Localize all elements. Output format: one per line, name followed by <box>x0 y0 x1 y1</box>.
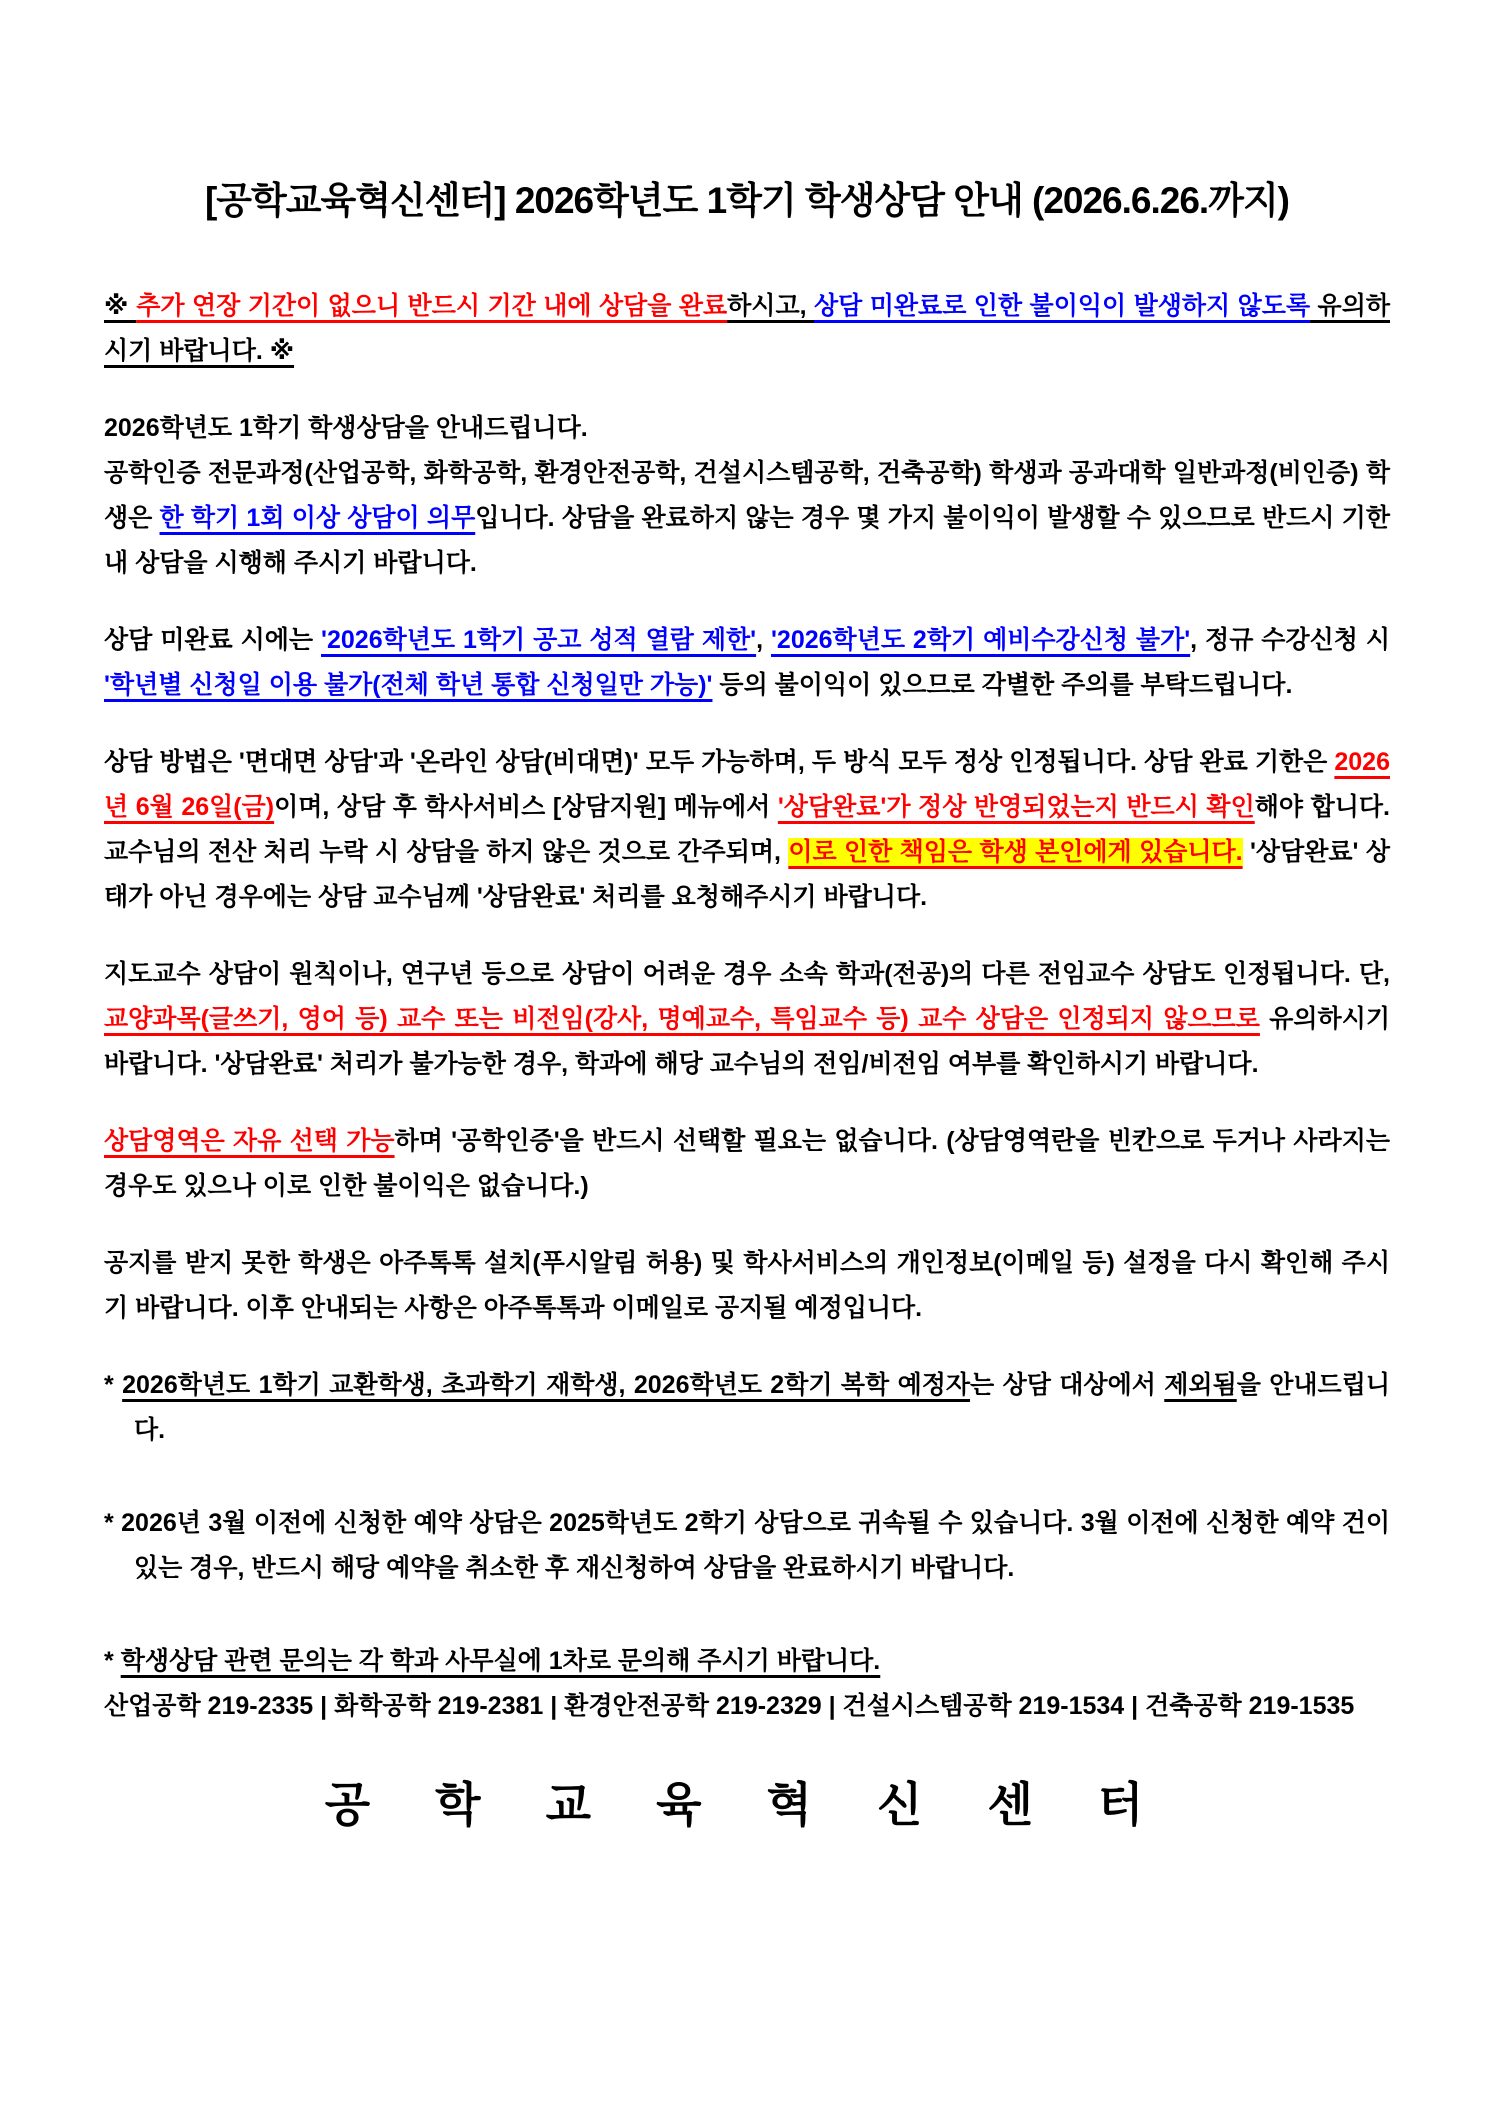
text-run: 이로 인한 책임은 학생 본인에게 있습니다. <box>788 838 1243 866</box>
paragraph-top-notice <box>104 284 1390 374</box>
text-run: * 2026년 3월 이전에 신청한 예약 상담은 2025학년도 2학기 상담으로 귀속될 수 있습니다. 3월 이전에 신청한 예약 건이 있는 경우, 반드시 해당 예약을 취소한 후 재신청하여 상담을 완료하시기 바랍니다. <box>104 1509 1390 1582</box>
text-run: 는 상담 대상에서 <box>970 1371 1165 1399</box>
text-run: 하시고, <box>727 292 814 320</box>
text-run: , 정규 수강신청 시 <box>1190 626 1390 654</box>
text-run: 해야 합니다. 교수님의 전산 처리 누락 시 상담을 하지 않은 것으로 간주되며, <box>104 793 1390 866</box>
text-run: 2026년 6월 26일(금) <box>104 748 1390 821</box>
text-run: 학생상담 관련 문의는 각 학과 사무실에 1차로 문의해 주시기 바랍니다. <box>120 1647 881 1675</box>
text-run: 한 학기 1회 이상 상담이 의무 <box>159 504 476 532</box>
document-body <box>104 284 1390 1729</box>
item-inquiry-office <box>104 1639 1390 1684</box>
paragraph-notification-settings <box>104 1241 1390 1331</box>
text-run: '2026학년도 2학기 예비수강신청 불가' <box>770 626 1191 654</box>
paragraph-intro <box>104 406 1390 451</box>
text-run: 산업공학 219-2335 | 화학공학 219-2381 | 환경안전공학 219-2329 | 건설시스템공학 219-1534 | 건축공학 219-1535 <box>104 1692 1355 1720</box>
text-run: 을 안내드립니다. <box>134 1371 1391 1444</box>
text-run: '2026학년도 1학기 공고 성적 열람 제한' <box>321 626 757 654</box>
text-run: 입니다. 상담을 완료하지 않는 경우 몇 가지 불이익이 발생할 수 있으므로 반드시 기한 내 상담을 시행해 주시기 바랍니다. <box>104 504 1390 577</box>
text-run: '학년별 신청일 이용 불가(전체 학년 통합 신청일만 가능)' <box>104 671 713 699</box>
item-excluded-students <box>104 1363 1390 1453</box>
text-run: 2026학년도 1학기 교환학생, 초과학기 재학생, 2026학년도 2학기 복학 예정자 <box>122 1371 971 1399</box>
text-run: , <box>756 626 771 654</box>
paragraph-counsel-duty <box>104 451 1390 586</box>
text-run: '상담완료' 상태가 아닌 경우에는 상담 교수님께 '상담완료' 처리를 요청해주시기 바랍니다. <box>104 838 1390 911</box>
text-run: 교양과목(글쓰기, 영어 등) 교수 또는 비전임(강사, 명예교수, 특임교수 등) 교수 상담은 인정되지 않으므로 <box>104 1005 1260 1033</box>
text-run: 상담 미완료로 인한 불이익이 발생하지 않도록 <box>814 292 1311 320</box>
text-run: 이며, 상담 후 학사서비스 [상담지원] 메뉴에서 <box>274 793 778 821</box>
text-run: 유의하시기 바랍니다. ※ <box>104 292 1390 365</box>
text-run: 등의 불이익이 있으므로 각별한 주의를 부탁드립니다. <box>712 671 1293 699</box>
text-run: 공지를 받지 못한 학생은 아주톡톡 설치(푸시알림 허용) 및 학사서비스의 개인정보(이메일 등) 설정을 다시 확인해 주시기 바랍니다. 이후 안내되는 사항은 아주톡톡과 이메일로 공지될 예정입니다. <box>104 1249 1390 1322</box>
text-run: 상담 미완료 시에는 <box>104 626 322 654</box>
item-reservation-before-march <box>104 1501 1390 1591</box>
footer-center-name: 공 학 교 육 혁 신 센 터 <box>324 1778 1170 1831</box>
text-run: 공학인증 전문과정(산업공학, 화학공학, 환경안전공학, 건설시스템공학, 건축공학) 학생과 공과대학 일반과정(비인증) 학생은 <box>104 459 1390 532</box>
text-run: 하며 '공학인증'을 반드시 선택할 필요는 없습니다. (상담영역란을 빈칸으로 두거나 사라지는 경우도 있으나 이로 인한 불이익은 없습니다.) <box>104 1127 1390 1200</box>
page-title: [공학교육혁신센터] 2026학년도 1학기 학생상담 안내 (2026.6.26.까지) <box>204 180 1290 221</box>
text-run: 상담 방법은 '면대면 상담'과 '온라인 상담(비대면)' 모두 가능하며, 두 방식 모두 정상 인정됩니다. 상담 완료 기한은 <box>104 748 1335 776</box>
text-run: 추가 연장 기간이 없으니 반드시 기간 내에 상담을 완료 <box>136 292 728 320</box>
paragraph-method-deadline <box>104 740 1390 920</box>
text-run: ※ <box>104 292 137 320</box>
paragraph-advisor-rule <box>104 952 1390 1087</box>
paragraph-counsel-area <box>104 1119 1390 1209</box>
text-run: '상담완료'가 정상 반영되었는지 반드시 확인 <box>777 793 1255 821</box>
text-run: 2026학년도 1학기 학생상담을 안내드립니다. <box>104 414 588 442</box>
text-run: 제외됨 <box>1164 1371 1237 1399</box>
text-run: * <box>104 1371 123 1399</box>
text-run: * <box>104 1647 121 1675</box>
text-run: 지도교수 상담이 원칙이나, 연구년 등으로 상담이 어려운 경우 소속 학과(전공)의 다른 전임교수 상담도 인정됩니다. 단, <box>104 960 1390 988</box>
paragraph-department-phones <box>104 1684 1390 1729</box>
text-run: 상담영역은 자유 선택 가능 <box>104 1127 395 1155</box>
paragraph-penalties <box>104 618 1390 708</box>
text-run: 유의하시기 바랍니다. '상담완료' 처리가 불가능한 경우, 학과에 해당 교수님의 전임/비전임 여부를 확인하시기 바랍니다. <box>104 1005 1390 1078</box>
